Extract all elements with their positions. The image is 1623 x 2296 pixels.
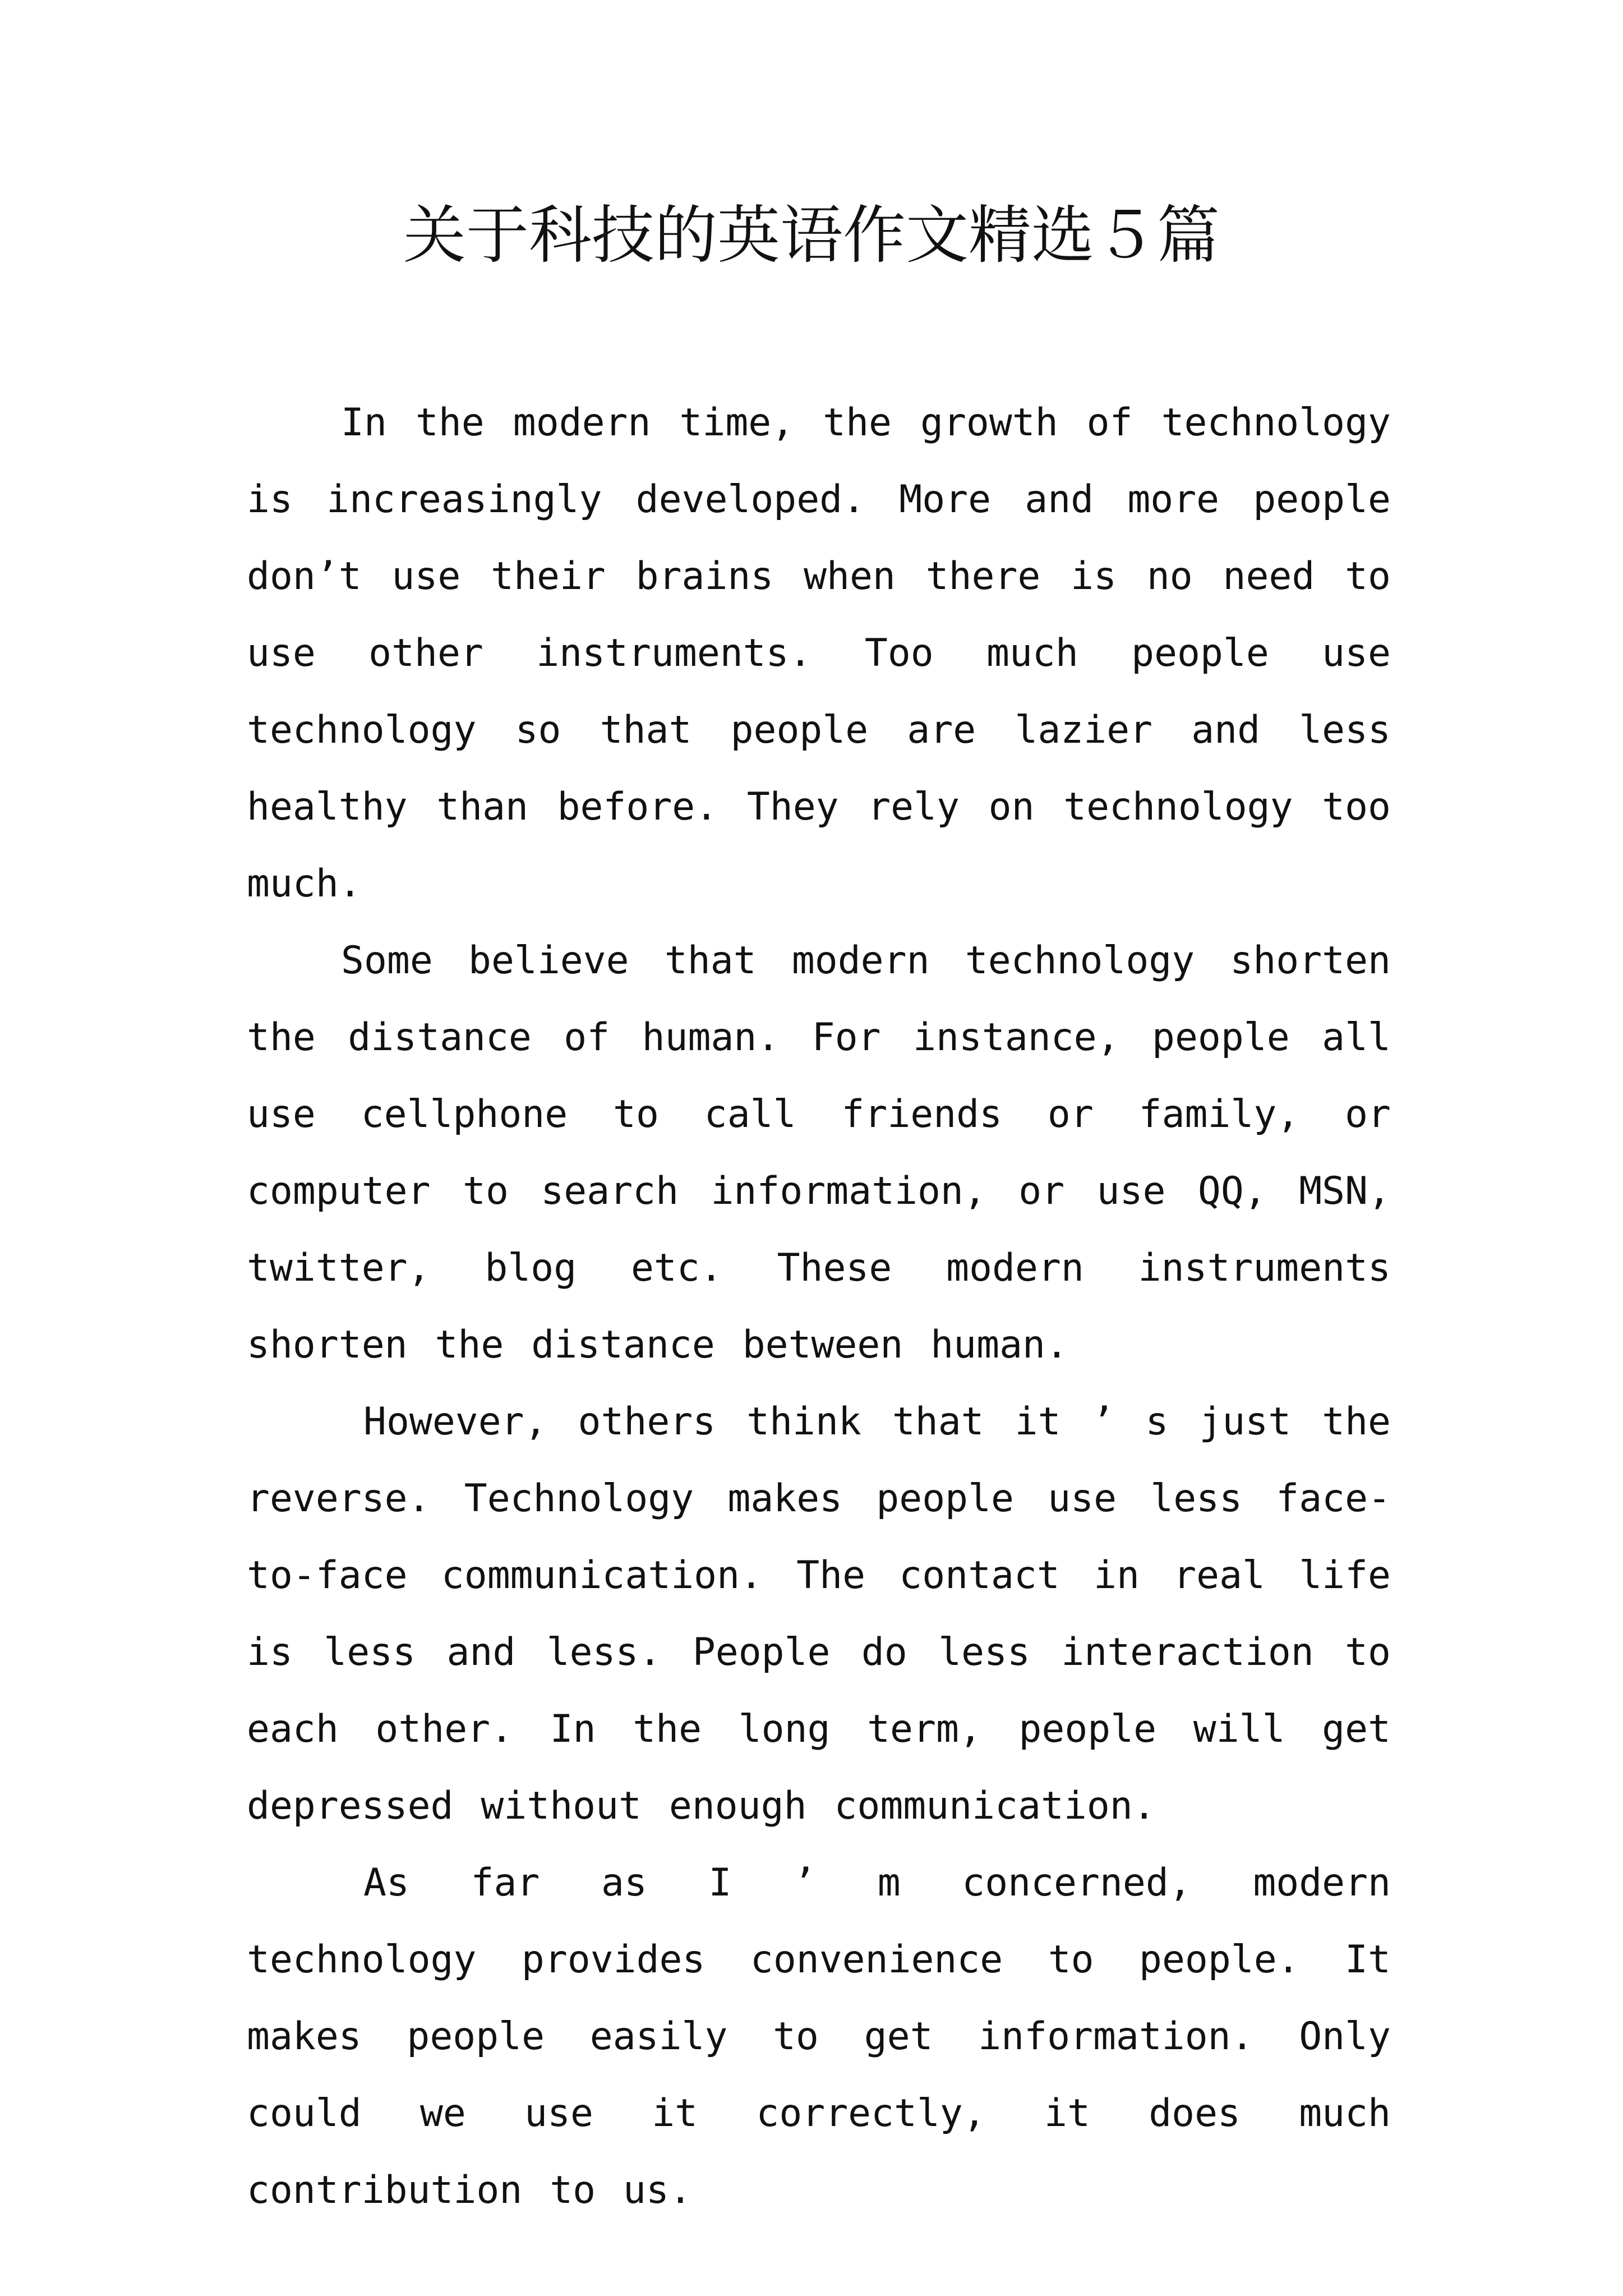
document-body bbox=[247, 384, 1391, 2229]
document-title: 关于科技的英语作文精选５篇 bbox=[403, 199, 1220, 272]
paragraph-3: However, others think that it ’ s just the reverse. Technology makes people use less face-to-face communication. The contact in real life is less and less. People do less interaction to each other. In the long term, people will get depressed without enough communication. bbox=[247, 1400, 1391, 1828]
paragraph-1: In the modern time, the growth of technology is increasingly developed. More and more people don’t use their brains when there is no need to use other instruments. Too much people use technology so that people are lazier and less healthy than before. They rely on technology too much. bbox=[247, 401, 1391, 906]
paragraph-2: Some believe that modern technology shorten the distance of human. For instance, people all use cellphone to call friends or family, or computer to search information, or use QQ, MSN, twitter, blog etc. These modern instruments shorten the distance between human. bbox=[247, 938, 1391, 1367]
paragraph-4: As far as I ’ m concerned, modern technology provides convenience to people. It makes people easily to get information. Only could we use it correctly, it does much contribution to us. bbox=[247, 1861, 1391, 2212]
